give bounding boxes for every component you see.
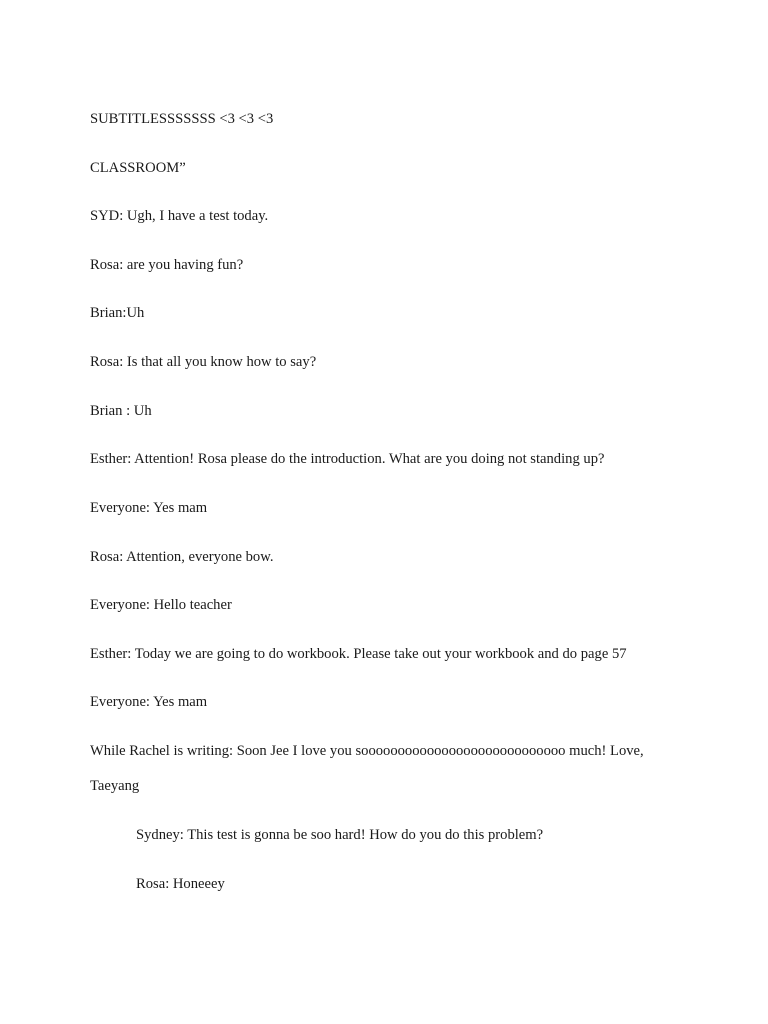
dialogue-line-continuation: Taeyang xyxy=(90,778,140,794)
document-heading: SUBTITLESSSSSSS <3 <3 <3 xyxy=(90,111,274,127)
dialogue-line: Everyone: Yes mam xyxy=(90,500,208,516)
indented-dialogue-line: Sydney: This test is gonna be soo hard! How do you do this problem? xyxy=(136,827,544,843)
dialogue-line: Esther: Today we are going to do workbook. Please take out your workbook and do page 57 xyxy=(90,646,627,662)
dialogue-line: While Rachel is writing: Soon Jee I love you soooooooooooooooooooooooooooo much! Love, xyxy=(90,743,644,759)
dialogue-line: Brian : Uh xyxy=(90,403,152,419)
dialogue-line: Rosa: are you having fun? xyxy=(90,257,244,273)
dialogue-line: Esther: Attention! Rosa please do the introduction. What are you doing not standing up? xyxy=(90,451,605,467)
scene-heading: CLASSROOM” xyxy=(90,160,186,176)
dialogue-line: Everyone: Hello teacher xyxy=(90,597,232,613)
indented-dialogue-line: Rosa: Honeeey xyxy=(136,876,225,892)
dialogue-line: Rosa: Is that all you know how to say? xyxy=(90,354,317,370)
dialogue-line: Rosa: Attention, everyone bow. xyxy=(90,549,274,565)
dialogue-line: Brian:Uh xyxy=(90,305,145,321)
dialogue-line: Everyone: Yes mam xyxy=(90,694,208,710)
dialogue-line: SYD: Ugh, I have a test today. xyxy=(90,208,269,224)
